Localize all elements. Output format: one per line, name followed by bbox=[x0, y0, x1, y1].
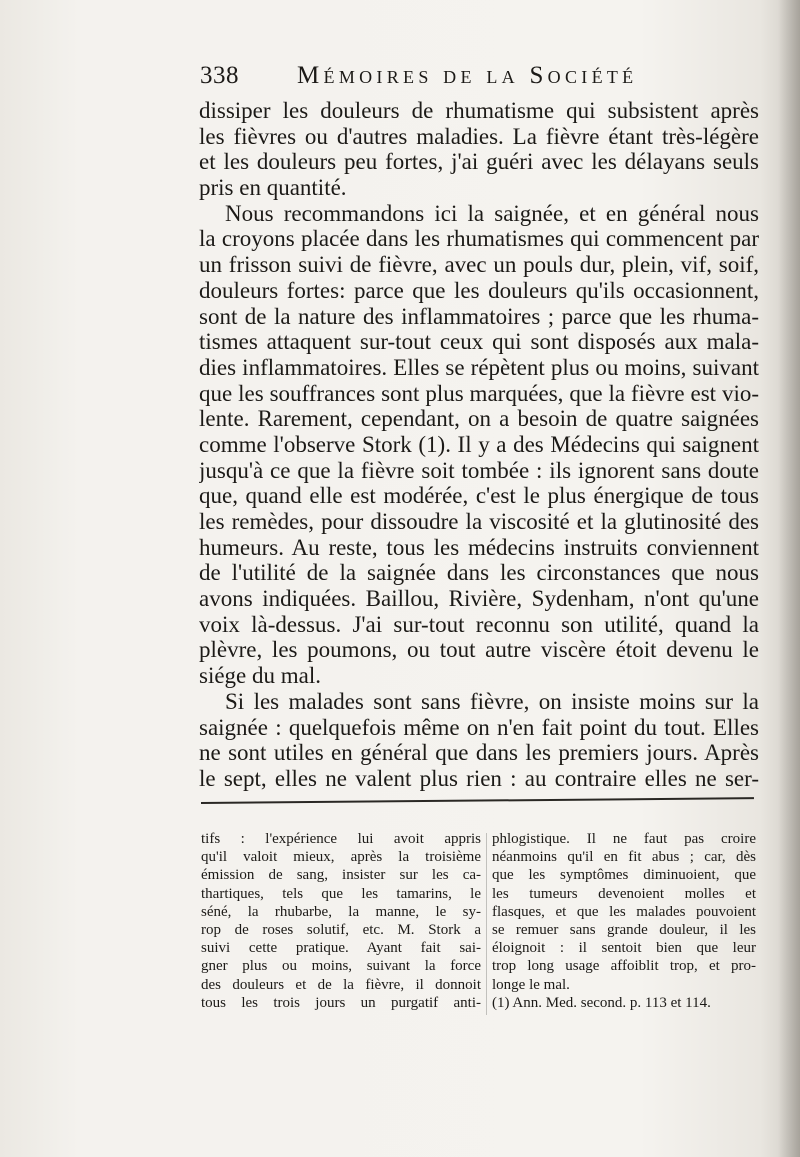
footnote-line: tifs : l'expérience lui avoit appris bbox=[201, 831, 481, 847]
footnote-line: néanmoins qu'il en fit abus ; car, dès bbox=[492, 849, 756, 866]
text-line: que, quand elle est modérée, c'est le plus énergique de tous bbox=[199, 483, 759, 509]
text-line: de l'utilité de la saignée dans les circonstances que nous bbox=[199, 560, 759, 586]
footnote-line: gner plus ou moins, suivant la force bbox=[201, 958, 481, 975]
footnote-line: phlogistique. Il ne faut pas croire bbox=[492, 831, 756, 847]
text-line: Nous recommandons ici la saignée, et en général nous bbox=[225, 200, 759, 226]
footnote-line: tous les trois jours un purgatif anti- bbox=[201, 994, 481, 1011]
text-line: siége du mal. bbox=[199, 663, 321, 689]
text-line: les remèdes, pour dissoudre la viscosité et la glutinosité des bbox=[199, 509, 759, 534]
text-line: ne sont utiles en général que dans les premiers jours. Après bbox=[199, 740, 759, 766]
footnote-line: que les symptômes diminuoient, que bbox=[492, 867, 756, 884]
footnote-line: trop long usage affoiblit trop, et pro- bbox=[492, 958, 756, 975]
page-edge-shadow bbox=[778, 0, 800, 1157]
text-line: tismes attaquent sur-tout ceux qui sont disposés aux mala- bbox=[199, 329, 759, 355]
page-number: 338 bbox=[200, 62, 239, 89]
text-line: le sept, elles ne valent plus rien : au contraire elles ne ser- bbox=[199, 765, 759, 791]
text-line: voix là-dessus. J'ai sur-tout reconnu son utilité, quand la bbox=[199, 611, 759, 637]
text-line: dies inflammatoires. Elles se répètent plus ou moins, suivant bbox=[199, 354, 759, 380]
footnote-line: émission de sang, insister sur les ca- bbox=[201, 867, 481, 884]
footnote-line: qu'il valoit mieux, après la troisième bbox=[201, 849, 481, 866]
footnote-line: longe le mal. bbox=[492, 976, 570, 993]
footnote-line: séné, la rhubarbe, la manne, le sy- bbox=[201, 903, 481, 920]
text-line: avons indiquées. Baillou, Rivière, Sydenham, n'ont qu'une bbox=[199, 586, 759, 612]
footnote-line: suivi cette pratique. Ayant fait sai- bbox=[201, 940, 481, 957]
footnote-rule bbox=[201, 797, 754, 804]
footnote-line: flasques, et que les malades pouvoient bbox=[492, 903, 756, 920]
text-line: comme l'observe Stork (1). Il y a des Médecins qui saignent bbox=[199, 431, 759, 457]
text-line: dissiper les douleurs de rhumatisme qui subsistent après bbox=[199, 98, 759, 123]
footnote-line: rop de roses solutif, etc. M. Stork a bbox=[201, 921, 481, 938]
footnote-line: se remuer sans grande douleur, il les bbox=[492, 921, 756, 938]
text-line: la croyons placée dans les rhumatismes qui commencent par bbox=[199, 226, 759, 252]
text-line: les fièvres ou d'autres maladies. La fièvre étant très-légère bbox=[199, 123, 759, 149]
text-line: que les souffrances sont plus marquées, que la fièvre est vio- bbox=[199, 380, 759, 406]
text-line: un frisson suivi de fièvre, avec un pouls dur, plein, vif, soif, bbox=[199, 252, 759, 278]
footnote-line: les tumeurs devenoient molles et bbox=[492, 885, 756, 902]
footnote-column-right bbox=[492, 830, 756, 1012]
main-text bbox=[199, 98, 759, 792]
footnote-column-left bbox=[201, 830, 481, 1012]
text-line: humeurs. Au reste, tous les médecins instruits conviennent bbox=[199, 534, 759, 560]
footnote-reference: (1) Ann. Med. second. p. 113 et 114. bbox=[492, 994, 711, 1011]
text-line: sont de la nature des inflammatoires ; parce que les rhuma- bbox=[199, 303, 759, 329]
text-line: Si les malades sont sans fièvre, on insiste moins sur la bbox=[225, 688, 759, 714]
running-head: Mémoires de la Société bbox=[297, 62, 638, 89]
text-line: douleurs fortes: parce que les douleurs qu'ils occasionnent, bbox=[199, 277, 759, 303]
footnote-column-divider bbox=[486, 833, 487, 1015]
footnote-line: éloignoit : il sentoit bien que leur bbox=[492, 940, 756, 957]
text-line: pris en quantité. bbox=[199, 175, 347, 201]
text-line: lente. Rarement, cependant, on a besoin de quatre saignées bbox=[199, 406, 759, 432]
text-line: saignée : quelquefois même on n'en fait point du tout. Elles bbox=[199, 714, 759, 740]
text-line: jusqu'à ce que la fièvre soit tombée : ils ignorent sans doute bbox=[199, 457, 759, 483]
text-line: plèvre, les poumons, ou tout autre viscère étoit devenu le bbox=[199, 637, 759, 663]
text-line: et les douleurs peu fortes, j'ai guéri avec les délayans seuls bbox=[199, 149, 759, 175]
footnote-line: des douleurs et de la fièvre, il donnoit bbox=[201, 976, 481, 993]
footnote-line: thartiques, tels que les tamarins, le bbox=[201, 885, 481, 902]
page-header bbox=[200, 62, 760, 94]
